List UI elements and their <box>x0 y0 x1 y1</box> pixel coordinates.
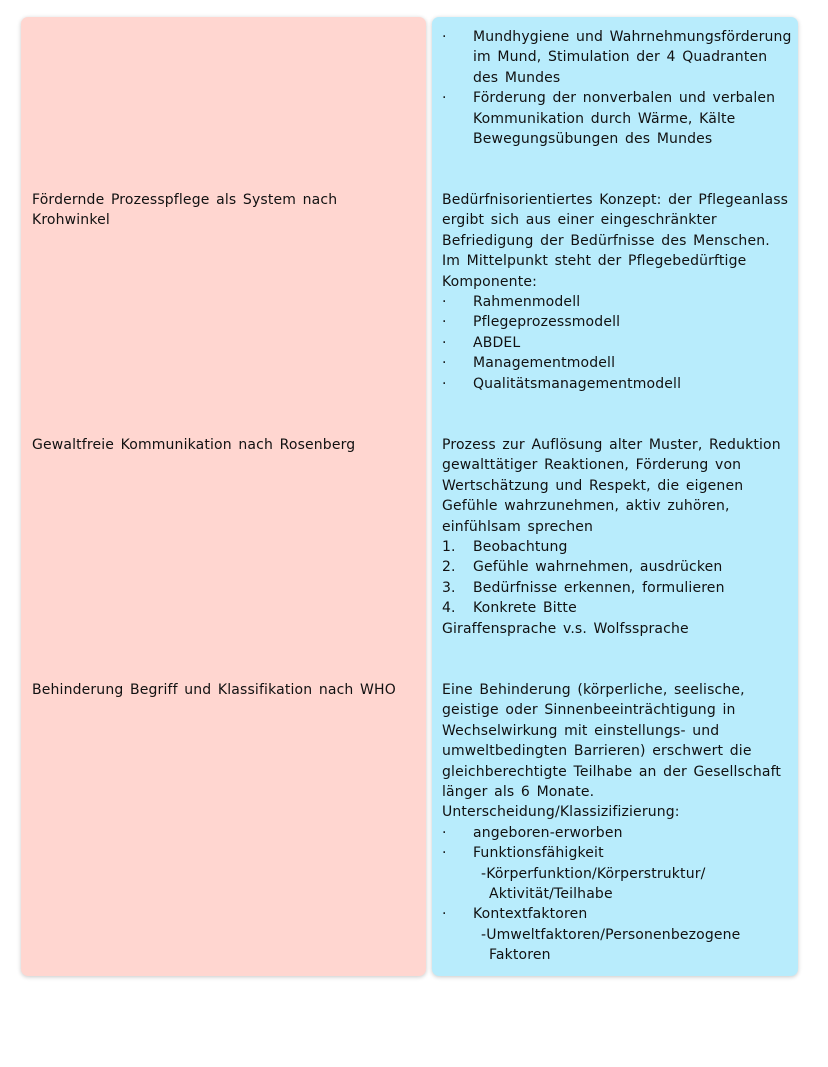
list-item <box>442 292 794 312</box>
step-number: 2. <box>442 559 456 576</box>
list-item <box>442 557 794 577</box>
definition-rosenberg <box>442 435 794 639</box>
list-item <box>442 88 794 149</box>
bullet-marker: · <box>442 845 447 862</box>
definition-text: Bedürfnisorientiertes Konzept: der Pflegeanlass ergibt sich aus einer eingeschränkter Befriedigung der Bedürfnisse des Menschen. Im Mittelpunkt steht der Pflegebedürftige <box>442 192 789 270</box>
term-who: Behinderung Begriff und Klassifikation nach WHO <box>32 682 396 698</box>
definition-krohwinkel <box>442 190 794 394</box>
classification-label: Unterscheidung/Klassizifizierung: <box>442 804 680 821</box>
list-item-text: Qualitätsmanagementmodell <box>473 375 682 392</box>
list-item-text: Mundhygiene und Wahrnehmungsförderung im Mund, Stimulation der 4 Quadranten des Mundes <box>473 29 792 86</box>
list-item <box>442 904 794 924</box>
bullet-marker: · <box>442 29 447 45</box>
list-item <box>442 843 794 863</box>
term-column-panel <box>21 17 426 976</box>
step-number: 1. <box>442 539 456 556</box>
list-item <box>442 27 794 88</box>
intro-definition <box>442 27 794 149</box>
term-rosenberg: Gewaltfreie Kommunikation nach Rosenberg <box>32 437 356 453</box>
components-label: Komponente: <box>442 273 537 290</box>
step-number: 3. <box>442 579 456 596</box>
list-item-text: Kontextfaktoren <box>473 906 588 923</box>
sub-item-text: -Körperfunktion/Körperstruktur/ Aktivität/Teilhabe <box>481 865 706 903</box>
bullet-marker: · <box>442 906 447 923</box>
list-item-text: angeboren-erworben <box>473 824 623 841</box>
definition-text: Prozess zur Auflösung alter Muster, Reduktion gewalttätiger Reaktionen, Förderung von Wertschätzung und Respekt, die eigenen Gefühle wahrzunehmen, aktiv zuhören, einfühlsam sprechen <box>442 437 781 535</box>
bullet-marker: · <box>442 824 447 841</box>
term-krohwinkel: Fördernde Prozesspflege als System nach Krohwinkel <box>32 192 338 229</box>
bullet-marker: · <box>442 375 447 392</box>
step-number: 4. <box>442 600 456 617</box>
list-item-text: Pflegeprozessmodell <box>473 314 621 331</box>
list-item <box>442 333 794 353</box>
list-item-text: Managementmodell <box>473 355 616 372</box>
list-item-text: Funktionsfähigkeit <box>473 845 604 862</box>
definition-who <box>442 680 794 966</box>
list-item <box>442 823 794 843</box>
list-item-text: Gefühle wahrnehmen, ausdrücken <box>473 559 723 576</box>
list-item-text: Konkrete Bitte <box>473 600 577 617</box>
list-item <box>442 537 794 557</box>
bullet-marker: · <box>442 90 447 107</box>
list-item <box>442 353 794 373</box>
list-item-text: Rahmenmodell <box>473 294 581 311</box>
list-item-text: Förderung der nonverbalen und verbalen Kommunikation durch Wärme, Kälte Bewegungsübungen des Mundes <box>473 90 776 148</box>
bullet-marker: · <box>442 314 447 331</box>
bullet-marker: · <box>442 294 447 311</box>
list-item-text: Beobachtung <box>473 539 568 556</box>
list-item-text: ABDEL <box>473 334 521 351</box>
list-item-text: Bedürfnisse erkennen, formulieren <box>473 579 725 596</box>
sub-item-text: -Umweltfaktoren/Personenbezogene Faktoren <box>481 926 741 964</box>
list-item <box>442 312 794 332</box>
list-item <box>442 374 794 394</box>
list-item <box>442 578 794 598</box>
definition-text: Eine Behinderung (körperliche, seelische, geistige oder Sinnenbeeinträchtigung in Wechselwirkung mit einstellungs- und umweltbedingten Barrieren) erschwert die gleichberechtigte Teilhabe an der Gesellschaft länger als 6 Monate. <box>442 682 782 801</box>
bullet-marker: · <box>442 334 447 351</box>
bullet-marker: · <box>442 355 447 372</box>
list-item <box>442 598 794 618</box>
definition-footer: Giraffensprache v.s. Wolfssprache <box>442 620 689 637</box>
